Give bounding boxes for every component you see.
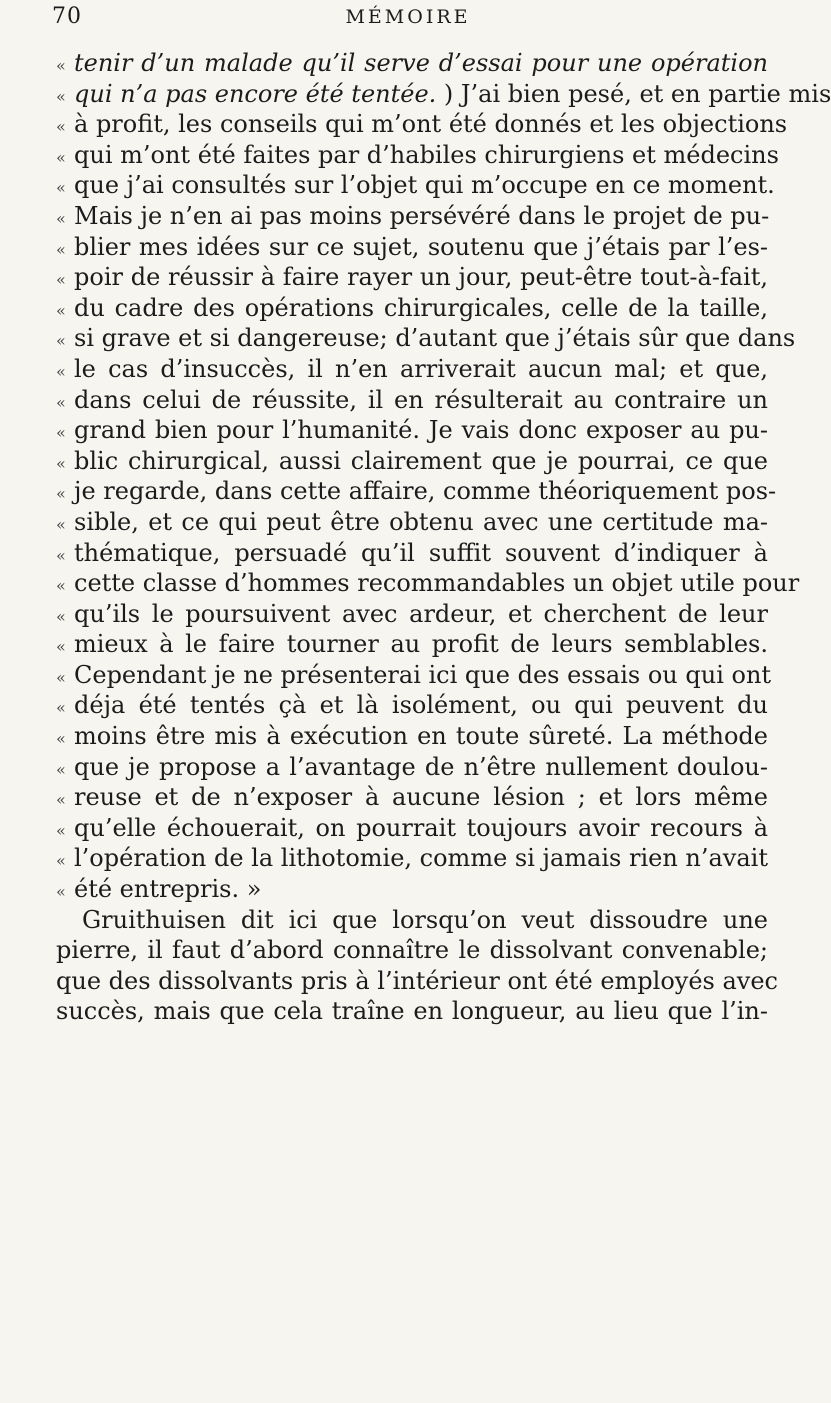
quote-mark: « (56, 147, 66, 167)
quote-mark: « (56, 300, 66, 320)
quoted-line (56, 568, 800, 599)
quoted-line (56, 782, 768, 813)
quoted-line (56, 752, 768, 783)
quoted-line (56, 813, 768, 844)
quoted-line (56, 79, 831, 110)
page-header (52, 4, 764, 34)
quote-mark: « (56, 239, 66, 259)
quoted-line (56, 201, 768, 232)
quoted-line (56, 476, 777, 507)
quote-mark: « (56, 56, 66, 75)
line-text: dans celui de réussite, il en résulterait au contraire un (74, 385, 768, 414)
paragraph-line: que des dissolvants pris à l’intérieur ont été employés avec (56, 966, 778, 995)
line-text: poir de réussir à faire rayer un jour, peut-être tout-à-fait, (74, 263, 768, 292)
quote-mark: « (56, 790, 66, 810)
line-text: qu’elle échouerait, on pourrait toujours avoir recours à (74, 813, 768, 842)
line-text: que j’ai consultés sur l’objet qui m’occupe en ce moment. (74, 171, 775, 200)
line-text: que je propose a l’avantage de n’être nullement doulou- (74, 752, 768, 781)
quote-mark: « (56, 270, 66, 290)
quoted-line (56, 843, 768, 874)
quote-mark: « (56, 423, 66, 443)
quote-mark: « (56, 453, 66, 473)
quoted-line (56, 354, 768, 385)
line-text: du cadre des opérations chirurgicales, celle de la taille, (74, 293, 768, 322)
line-text: qu’ils le poursuivent avec ardeur, et cherchent de leur (74, 599, 768, 628)
quoted-line (56, 48, 768, 79)
quote-mark: « (56, 606, 66, 626)
line-text: blier mes idées sur ce sujet, soutenu que j’étais par l’es- (74, 232, 768, 261)
quoted-line (56, 232, 768, 263)
quote-mark: « (56, 86, 66, 106)
page-number: 70 (52, 4, 82, 29)
paragraph-line: succès, mais que cela traîne en longueur, au lieu que l’in- (56, 997, 768, 1026)
quoted-line (56, 690, 768, 721)
quote-mark: « (56, 820, 66, 840)
line-text: Mais je n’en ai pas moins persévéré dans le projet de pu- (74, 201, 770, 230)
quote-mark: « (56, 667, 66, 687)
line-text: grand bien pour l’humanité. Je vais donc exposer au pu- (74, 416, 768, 445)
quoted-line (56, 109, 788, 140)
line-text: si grave et si dangereuse; d’autant que j’étais sûr que dans (74, 324, 796, 353)
quoted-line (56, 538, 768, 569)
quote-mark: « (56, 851, 66, 871)
quote-mark: « (56, 178, 66, 198)
quote-mark: « (56, 208, 66, 228)
line-text: Cependant je ne présenterai ici que des essais ou qui ont (74, 660, 772, 689)
quoted-line (56, 415, 768, 446)
quote-mark: « (56, 361, 66, 381)
line-text: blic chirurgical, aussi clairement que je pourrai, ce que (74, 446, 768, 475)
quote-mark: « (56, 514, 66, 534)
line-text: déja été tentés çà et là isolément, ou qui peuvent du (74, 691, 768, 720)
quote-mark: « (56, 698, 66, 718)
quoted-line (56, 446, 768, 477)
paragraph-line: Gruithuisen dit ici que lorsqu’on veut dissoudre une (82, 905, 768, 934)
italic-text: qui n’a pas encore été tentée. (74, 79, 437, 108)
quote-mark: « (56, 637, 66, 657)
quoted-line (56, 262, 768, 293)
body-text (56, 48, 831, 1027)
line-text: l’opération de la lithotomie, comme si jamais rien n’avait (74, 844, 768, 873)
quote-mark: « (56, 576, 66, 596)
line-text: thématique, persuadé qu’il suffit souvent d’indiquer à (74, 538, 768, 567)
line-text: le cas d’insuccès, il n’en arriverait aucun mal; et que, (74, 354, 768, 383)
line-text: je regarde, dans cette affaire, comme théoriquement pos- (74, 477, 777, 506)
quote-mark: « (56, 392, 66, 412)
quote-mark: « (56, 331, 66, 351)
line-text: à profit, les conseils qui m’ont été donnés et les objections (74, 110, 788, 139)
quote-mark: « (56, 117, 66, 137)
quoted-line (56, 323, 796, 354)
quoted-line (56, 874, 768, 905)
quoted-line (56, 385, 768, 416)
line-text: qui m’ont été faites par d’habiles chirurgiens et médecins (74, 140, 779, 169)
line-text: sible, et ce qui peut être obtenu avec une certitude ma- (74, 507, 768, 536)
line-text: cette classe d’hommes recommandables un objet utile pour (74, 569, 800, 598)
italic-text: tenir d’un malade qu’il serve d’essai pour une opération (74, 49, 768, 77)
line-text: reuse et de n’exposer à aucune lésion ; et lors même (74, 783, 768, 812)
quote-mark: « (56, 729, 66, 749)
line-text: été entrepris. » (74, 875, 262, 904)
quote-mark: « (56, 882, 66, 902)
paragraph-line: pierre, il faut d’abord connaître le dissolvant convenable; (56, 936, 768, 965)
running-title: MÉMOIRE (345, 6, 471, 28)
quoted-line (56, 629, 768, 660)
quote-mark: « (56, 545, 66, 565)
quote-mark: « (56, 484, 66, 504)
quote-mark: « (56, 759, 66, 779)
quoted-line (56, 293, 768, 324)
quoted-line (56, 599, 768, 630)
line-text: moins être mis à exécution en toute sûreté. La méthode (74, 722, 768, 751)
line-text: mieux à le faire tourner au profit de leurs semblables. (74, 630, 768, 659)
quoted-line (56, 170, 775, 201)
quoted-line (56, 660, 772, 691)
quoted-line (56, 507, 768, 538)
line-text: ) J’ai bien pesé, et en partie mis (436, 79, 831, 108)
quoted-line (56, 721, 768, 752)
quoted-line (56, 140, 779, 171)
